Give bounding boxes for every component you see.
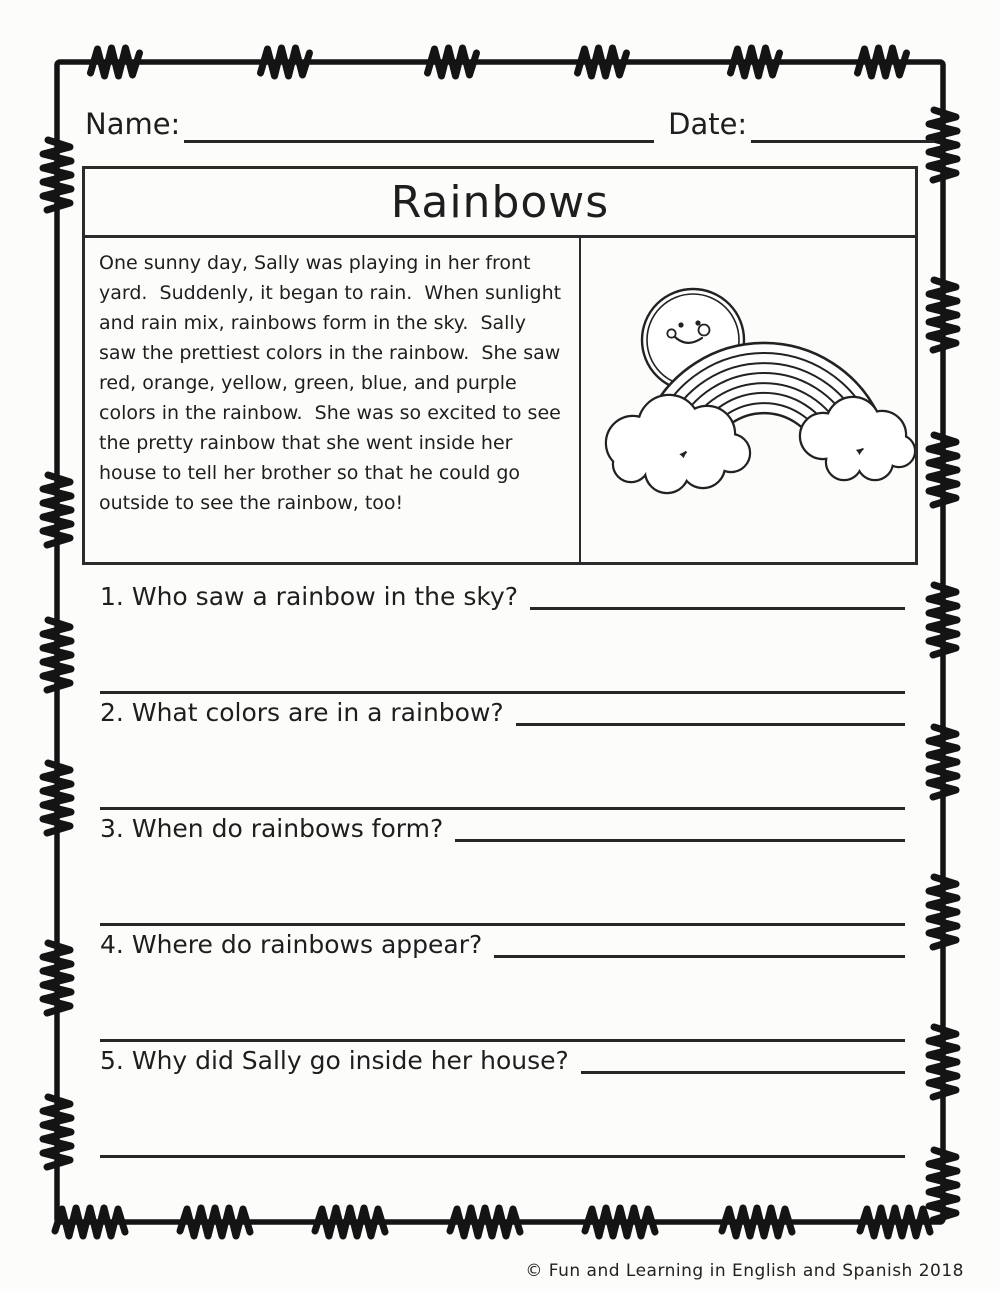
question-1-number: 1. <box>100 582 124 611</box>
rainbow-illustration <box>581 238 915 562</box>
answer-line-short-2[interactable] <box>516 723 905 726</box>
question-block-5 <box>100 1042 905 1158</box>
answer-line-short-5[interactable] <box>581 1071 905 1074</box>
questions-section <box>100 578 905 1158</box>
title-box <box>82 166 918 238</box>
question-3-text: 3. When do rainbows form? <box>100 814 444 843</box>
passage-box <box>82 235 918 565</box>
question-5-text: 5. Why did Sally go inside her house? <box>100 1046 569 1075</box>
question-5-number: 5. <box>100 1046 124 1075</box>
name-input-line[interactable] <box>184 106 654 143</box>
question-4-text: 4. Where do rainbows appear? <box>100 930 483 959</box>
question-2-number: 2. <box>100 698 124 727</box>
question-block-4 <box>100 926 905 1042</box>
date-input-line[interactable] <box>751 106 934 143</box>
passage-text: One sunny day, Sally was playing in her front yard. Suddenly, it began to rain. When sunlight and rain mix, rainbows form in the sky. Sally saw the prettiest colors in the rainbow. She saw red, orange, yellow, green, blue, and purple colors in the rainbow. She was so excited to see the pretty rainbow that she went inside her house to tell her brother so that he could go outside to see the rainbow, too! <box>85 238 581 562</box>
header <box>85 106 934 143</box>
name-label: Name: <box>85 107 181 141</box>
question-3-number: 3. <box>100 814 124 843</box>
page-title: Rainbows <box>390 176 610 228</box>
question-4-number: 4. <box>100 930 124 959</box>
question-block-3 <box>100 810 905 926</box>
question-block-2 <box>100 694 905 810</box>
date-label: Date: <box>668 107 748 141</box>
answer-line-full-5[interactable] <box>100 1155 905 1158</box>
copyright-credit: © Fun and Learning in English and Spanish 2018 <box>525 1261 964 1281</box>
answer-line-short-4[interactable] <box>494 955 905 958</box>
question-2-text: 2. What colors are in a rainbow? <box>100 698 504 727</box>
question-1-text: 1. Who saw a rainbow in the sky? <box>100 582 519 611</box>
answer-line-short-1[interactable] <box>530 607 905 610</box>
answer-line-short-3[interactable] <box>455 839 905 842</box>
question-block-1 <box>100 578 905 694</box>
